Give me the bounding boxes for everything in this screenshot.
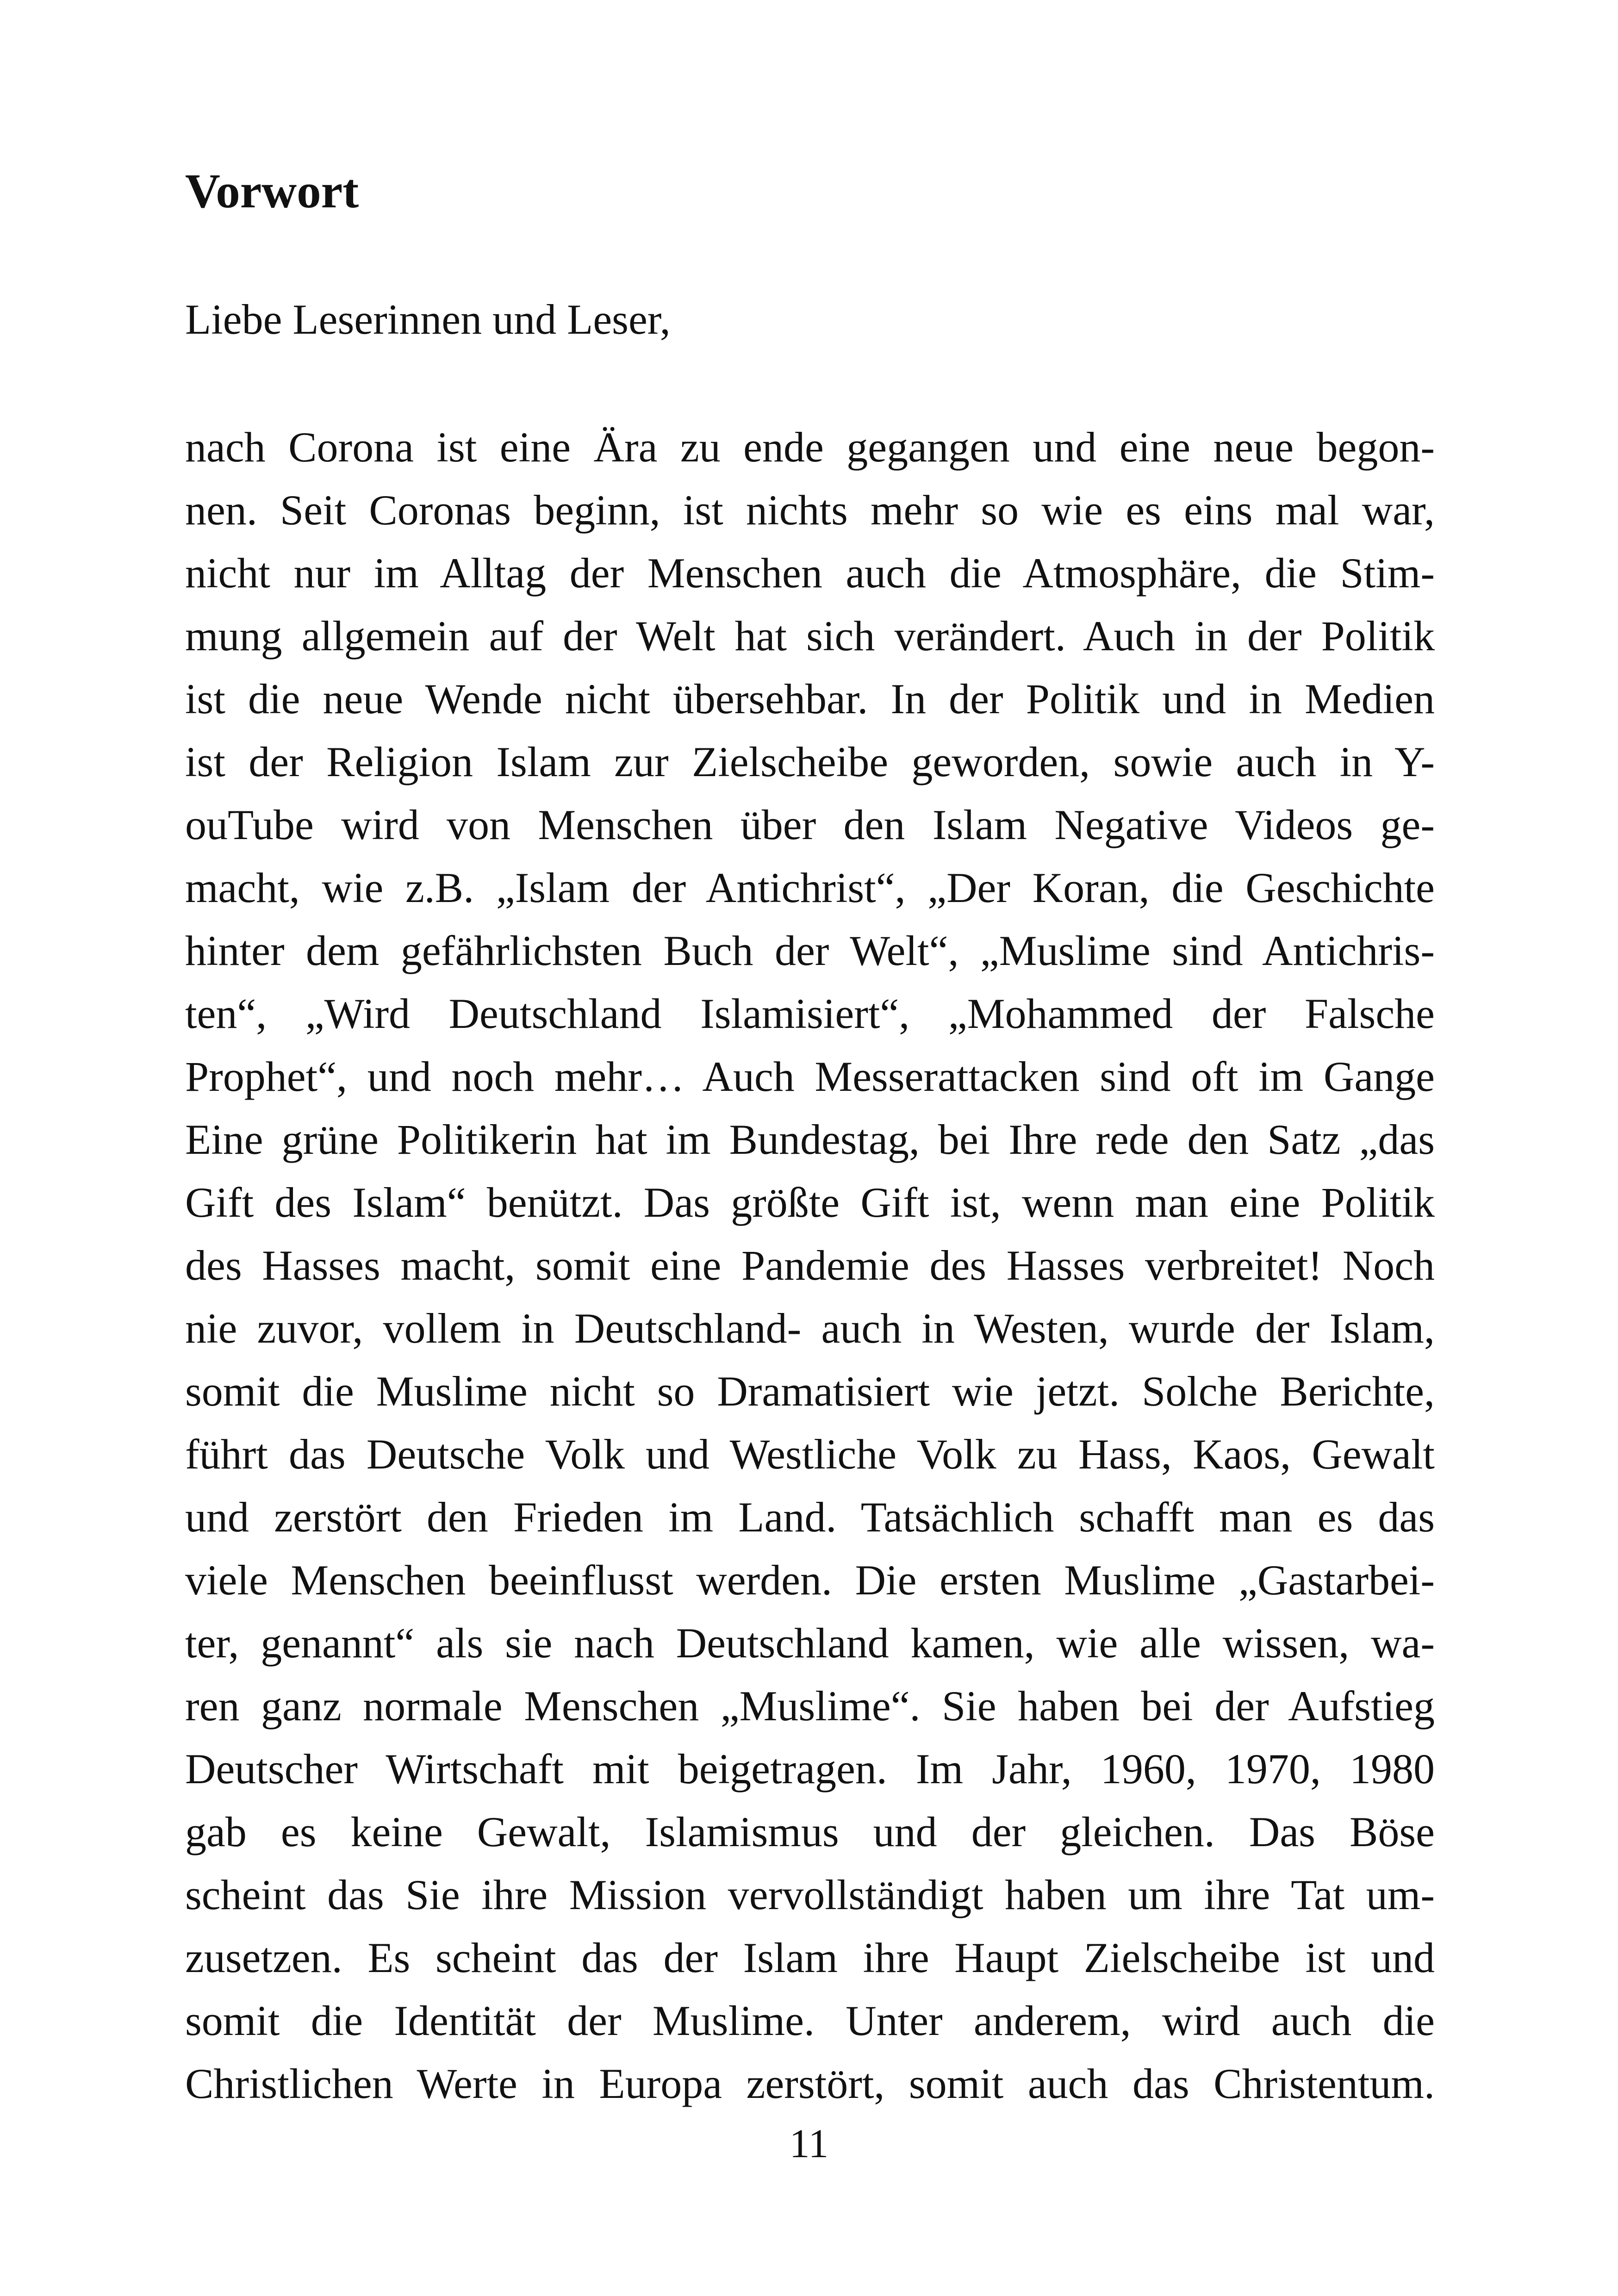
salutation: Liebe Leserinnen und Leser, bbox=[185, 296, 671, 343]
body-line: nie zuvor, vollem in Deutschland- auch in Westen, wurde der Islam, bbox=[185, 1305, 1435, 1352]
body-line: führt das Deutsche Volk und Westliche Volk zu Hass, Kaos, Gewalt bbox=[185, 1431, 1435, 1478]
body-line: gab es keine Gewalt, Islamismus und der gleichen. Das Böse bbox=[185, 1808, 1435, 1855]
body-line: mung allgemein auf der Welt hat sich verändert. Auch in der Politik bbox=[185, 612, 1435, 660]
body-paragraph bbox=[185, 416, 1435, 2115]
body-line: ter, genannt“ als sie nach Deutschland kamen, wie alle wissen, wa- bbox=[185, 1619, 1435, 1667]
body-line: nach Corona ist eine Ära zu ende gegangen und eine neue begon- bbox=[185, 423, 1435, 471]
body-line: ist die neue Wende nicht übersehbar. In der Politik und in Medien bbox=[185, 675, 1435, 722]
body-line: viele Menschen beeinflusst werden. Die ersten Muslime „Gastarbei- bbox=[185, 1556, 1435, 1604]
body-line: ist der Religion Islam zur Zielscheibe geworden, sowie auch in Y- bbox=[185, 738, 1435, 785]
body-line: ten“, „Wird Deutschland Islamisiert“, „Mohammed der Falsche bbox=[185, 990, 1435, 1037]
body-line: somit die Muslime nicht so Dramatisiert wie jetzt. Solche Berichte, bbox=[185, 1368, 1435, 1415]
body-line: somit die Identität der Muslime. Unter anderem, wird auch die bbox=[185, 1997, 1435, 2044]
body-line: Prophet“, und noch mehr… Auch Messerattacken sind oft im Gange bbox=[185, 1053, 1435, 1100]
body-line: nicht nur im Alltag der Menschen auch die Atmosphäre, die Stim- bbox=[185, 549, 1435, 597]
body-line: hinter dem gefährlichsten Buch der Welt“, „Muslime sind Antichris- bbox=[185, 927, 1435, 974]
chapter-heading: Vorwort bbox=[185, 164, 359, 218]
body-line: scheint das Sie ihre Mission vervollständigt haben um ihre Tat um- bbox=[185, 1871, 1435, 1918]
body-line: ouTube wird von Menschen über den Islam Negative Videos ge- bbox=[185, 801, 1435, 848]
body-line: Deutscher Wirtschaft mit beigetragen. Im Jahr, 1960, 1970, 1980 bbox=[185, 1745, 1435, 1792]
page-number: 11 bbox=[789, 2122, 829, 2166]
body-line: und zerstört den Frieden im Land. Tatsächlich schafft man es das bbox=[185, 1493, 1435, 1541]
body-line: Christlichen Werte in Europa zerstört, somit auch das Christentum. bbox=[185, 2060, 1435, 2107]
body-line: Eine grüne Politikerin hat im Bundestag, bei Ihre rede den Satz „das bbox=[185, 1116, 1435, 1163]
body-line: des Hasses macht, somit eine Pandemie des Hasses verbreitet! Noch bbox=[185, 1242, 1435, 1289]
body-line: nen. Seit Coronas beginn, ist nichts mehr so wie es eins mal war, bbox=[185, 486, 1435, 534]
body-line: Gift des Islam“ benützt. Das größte Gift ist, wenn man eine Politik bbox=[185, 1179, 1435, 1226]
body-line: macht, wie z.B. „Islam der Antichrist“, „Der Koran, die Geschichte bbox=[185, 864, 1435, 911]
body-line: ren ganz normale Menschen „Muslime“. Sie haben bei der Aufstieg bbox=[185, 1682, 1435, 1730]
body-line: zusetzen. Es scheint das der Islam ihre Haupt Zielscheibe ist und bbox=[185, 1934, 1435, 1981]
